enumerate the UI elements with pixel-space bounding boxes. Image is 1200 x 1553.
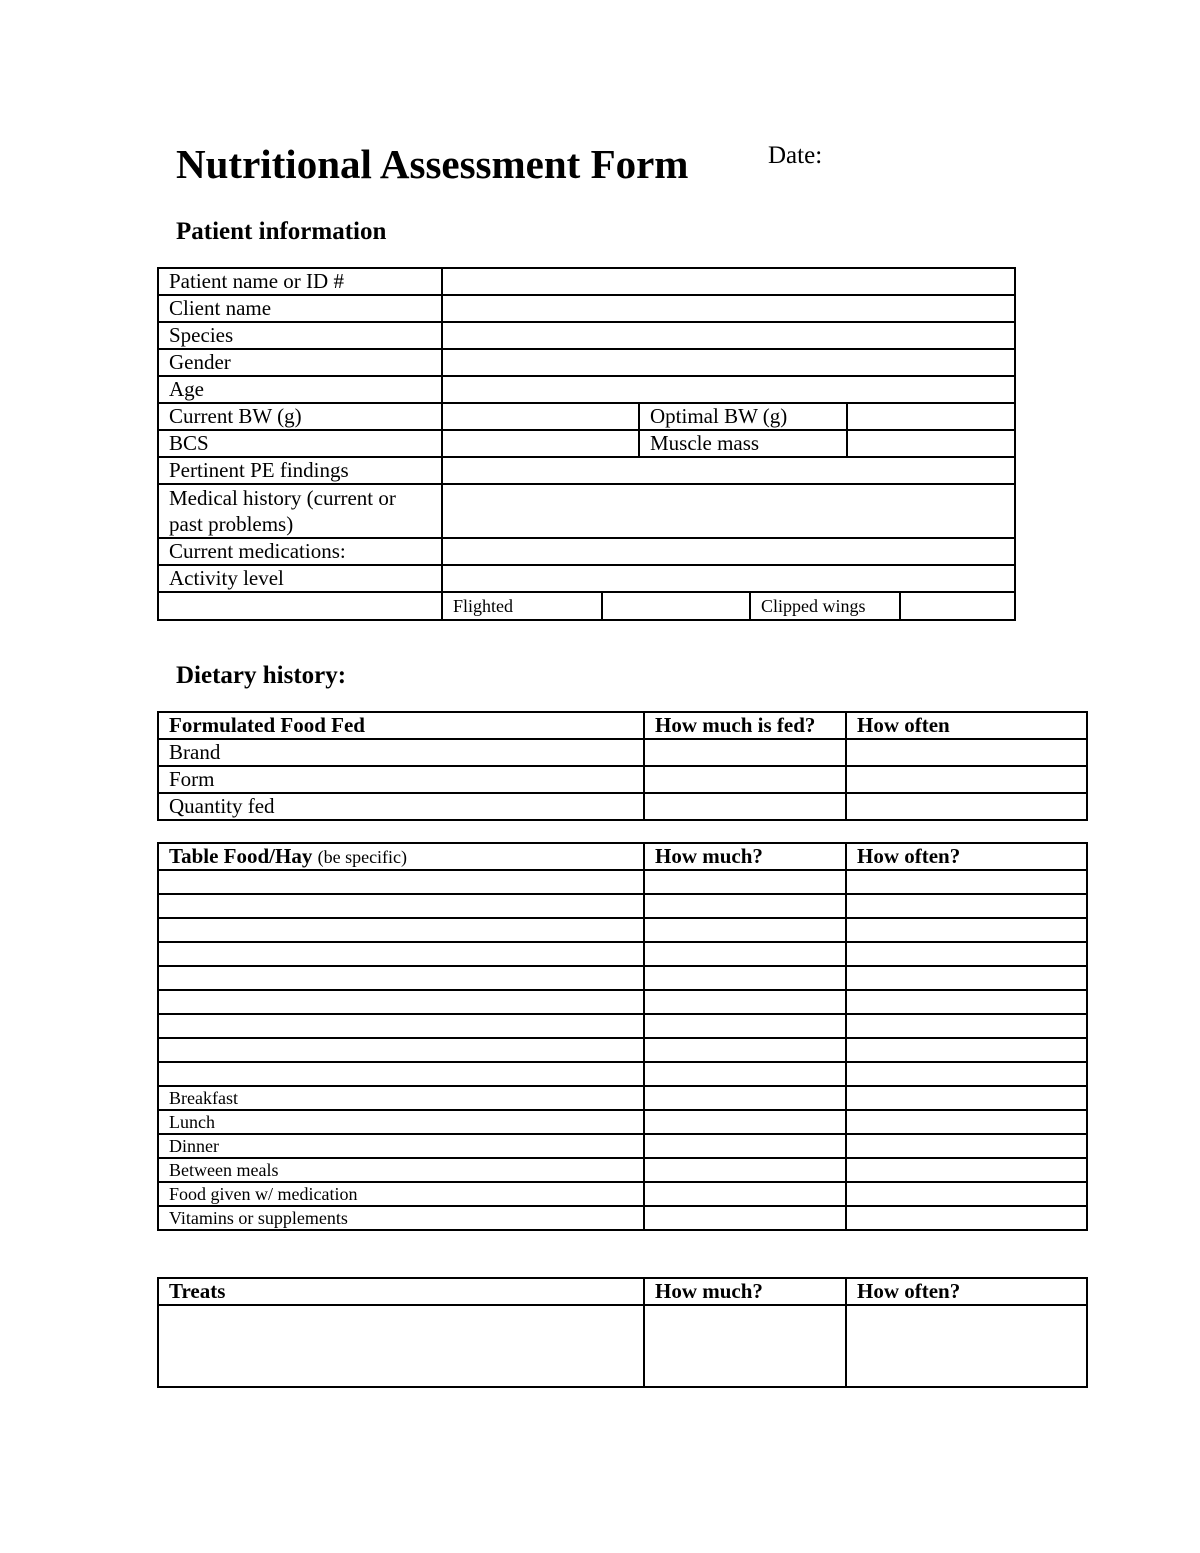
food-item-field[interactable] [158,966,644,990]
formulated-food-header: Formulated Food Fed [158,712,644,739]
food-amount-field[interactable] [644,918,846,942]
food-amount-field[interactable] [644,942,846,966]
breakfast-label: Breakfast [158,1086,644,1110]
current-medications-label: Current medications: [158,538,442,565]
vitamins-amount-field[interactable] [644,1206,846,1230]
gender-label: Gender [158,349,442,376]
food-amount-field[interactable] [644,870,846,894]
table-row [158,870,1087,894]
vitamins-frequency-field[interactable] [846,1206,1087,1230]
table-row [158,322,1015,349]
table-row [158,484,1015,538]
food-frequency-field[interactable] [846,918,1087,942]
patient-name-field[interactable] [442,268,1015,295]
treats-table [157,1277,1088,1388]
medical-history-label: Medical history (current or past problems) [158,484,442,538]
lunch-label: Lunch [158,1110,644,1134]
food-item-field[interactable] [158,894,644,918]
date-label: Date: [768,142,823,169]
table-row [158,1062,1087,1086]
bcs-label: BCS [158,430,442,457]
food-item-field[interactable] [158,1038,644,1062]
quantity-fed-label: Quantity fed [158,793,644,820]
table-header-row [158,843,1087,870]
table-row [158,1206,1087,1230]
food-frequency-field[interactable] [846,1038,1087,1062]
table-row [158,457,1015,484]
muscle-mass-label: Muscle mass [639,430,847,457]
pe-findings-field[interactable] [442,457,1015,484]
activity-level-label: Activity level [158,565,442,592]
table-row [158,565,1015,592]
table-row [158,1134,1087,1158]
table-row [158,592,1015,620]
blank-cell [158,592,442,620]
table-row [158,430,1015,457]
current-bw-field[interactable] [442,403,639,430]
patient-information-table [157,267,1016,621]
food-amount-field[interactable] [644,966,846,990]
optimal-bw-field[interactable] [847,403,1015,430]
table-row [158,1182,1087,1206]
table-row [158,1110,1087,1134]
table-row [158,942,1087,966]
vitamins-supplements-label: Vitamins or supplements [158,1206,644,1230]
table-header-row [158,1278,1087,1305]
form-label: Form [158,766,644,793]
quantity-frequency-field[interactable] [846,793,1087,820]
table-row [158,403,1015,430]
quantity-amount-field[interactable] [644,793,846,820]
table-food-header-label: Table Food/Hay [169,844,313,868]
medical-history-field[interactable] [442,484,1015,538]
age-field[interactable] [442,376,1015,403]
dinner-label: Dinner [158,1134,644,1158]
current-bw-label: Current BW (g) [158,403,442,430]
patient-information-heading: Patient information [176,218,387,245]
between-meals-amount-field[interactable] [644,1158,846,1182]
table-row [158,538,1015,565]
table-row [158,793,1087,820]
how-much-fed-header: How much is fed? [644,712,846,739]
flighted-field[interactable] [603,593,751,619]
how-often-header: How often [846,712,1087,739]
table-row [158,894,1087,918]
treats-field[interactable] [158,1305,644,1387]
table-row [158,990,1087,1014]
treats-amount-field[interactable] [644,1305,846,1387]
dinner-frequency-field[interactable] [846,1134,1087,1158]
food-amount-field[interactable] [644,894,846,918]
dinner-amount-field[interactable] [644,1134,846,1158]
age-label: Age [158,376,442,403]
species-label: Species [158,322,442,349]
food-frequency-field[interactable] [846,1062,1087,1086]
table-row [158,376,1015,403]
food-frequency-field[interactable] [846,870,1087,894]
activity-level-field[interactable] [442,565,1015,592]
table-food-header [158,843,644,870]
food-with-medication-label: Food given w/ medication [158,1182,644,1206]
how-often-header: How often? [846,843,1087,870]
food-item-field[interactable] [158,918,644,942]
flighted-label: Flighted [443,593,603,619]
current-medications-field[interactable] [442,538,1015,565]
food-amount-field[interactable] [644,990,846,1014]
pe-findings-label: Pertinent PE findings [158,457,442,484]
food-with-medication-frequency-field[interactable] [846,1182,1087,1206]
food-item-field[interactable] [158,1014,644,1038]
lunch-amount-field[interactable] [644,1110,846,1134]
food-frequency-field[interactable] [846,1014,1087,1038]
food-amount-field[interactable] [644,1038,846,1062]
treats-how-much-header: How much? [644,1278,846,1305]
food-frequency-field[interactable] [846,894,1087,918]
treats-frequency-field[interactable] [846,1305,1087,1387]
food-with-medication-amount-field[interactable] [644,1182,846,1206]
table-row [158,268,1015,295]
gender-field[interactable] [442,349,1015,376]
brand-amount-field[interactable] [644,739,846,766]
breakfast-amount-field[interactable] [644,1086,846,1110]
clipped-wings-field[interactable] [901,593,1014,619]
table-row [158,1158,1087,1182]
page-title: Nutritional Assessment Form [176,141,689,187]
food-item-field[interactable] [158,942,644,966]
bcs-field[interactable] [442,430,639,457]
table-row [158,295,1015,322]
food-amount-field[interactable] [644,1014,846,1038]
brand-label: Brand [158,739,644,766]
species-field[interactable] [442,322,1015,349]
form-frequency-field[interactable] [846,766,1087,793]
food-item-field[interactable] [158,1062,644,1086]
formulated-food-table [157,711,1088,821]
food-frequency-field[interactable] [846,966,1087,990]
food-item-field[interactable] [158,870,644,894]
form-amount-field[interactable] [644,766,846,793]
food-item-field[interactable] [158,990,644,1014]
dietary-history-heading: Dietary history: [176,662,347,689]
clipped-wings-label: Clipped wings [751,593,901,619]
food-frequency-field[interactable] [846,990,1087,1014]
between-meals-label: Between meals [158,1158,644,1182]
food-frequency-field[interactable] [846,942,1087,966]
brand-frequency-field[interactable] [846,739,1087,766]
table-row [158,1086,1087,1110]
table-row [158,1305,1087,1387]
client-name-field[interactable] [442,295,1015,322]
food-amount-field[interactable] [644,1062,846,1086]
treats-how-often-header: How often? [846,1278,1087,1305]
table-row [158,349,1015,376]
table-food-table [157,842,1088,1231]
treats-header: Treats [158,1278,644,1305]
optimal-bw-label: Optimal BW (g) [639,403,847,430]
between-meals-frequency-field[interactable] [846,1158,1087,1182]
table-row [158,1014,1087,1038]
table-row [158,766,1087,793]
patient-name-label: Patient name or ID # [158,268,442,295]
table-food-blank-rows [158,870,1087,1086]
table-row [158,1038,1087,1062]
how-much-header: How much? [644,843,846,870]
client-name-label: Client name [158,295,442,322]
breakfast-frequency-field[interactable] [846,1086,1087,1110]
table-row [158,739,1087,766]
muscle-mass-field[interactable] [847,430,1015,457]
table-row [158,966,1087,990]
table-header-row [158,712,1087,739]
be-specific-note: (be specific) [317,847,408,867]
lunch-frequency-field[interactable] [846,1110,1087,1134]
table-row [158,918,1087,942]
